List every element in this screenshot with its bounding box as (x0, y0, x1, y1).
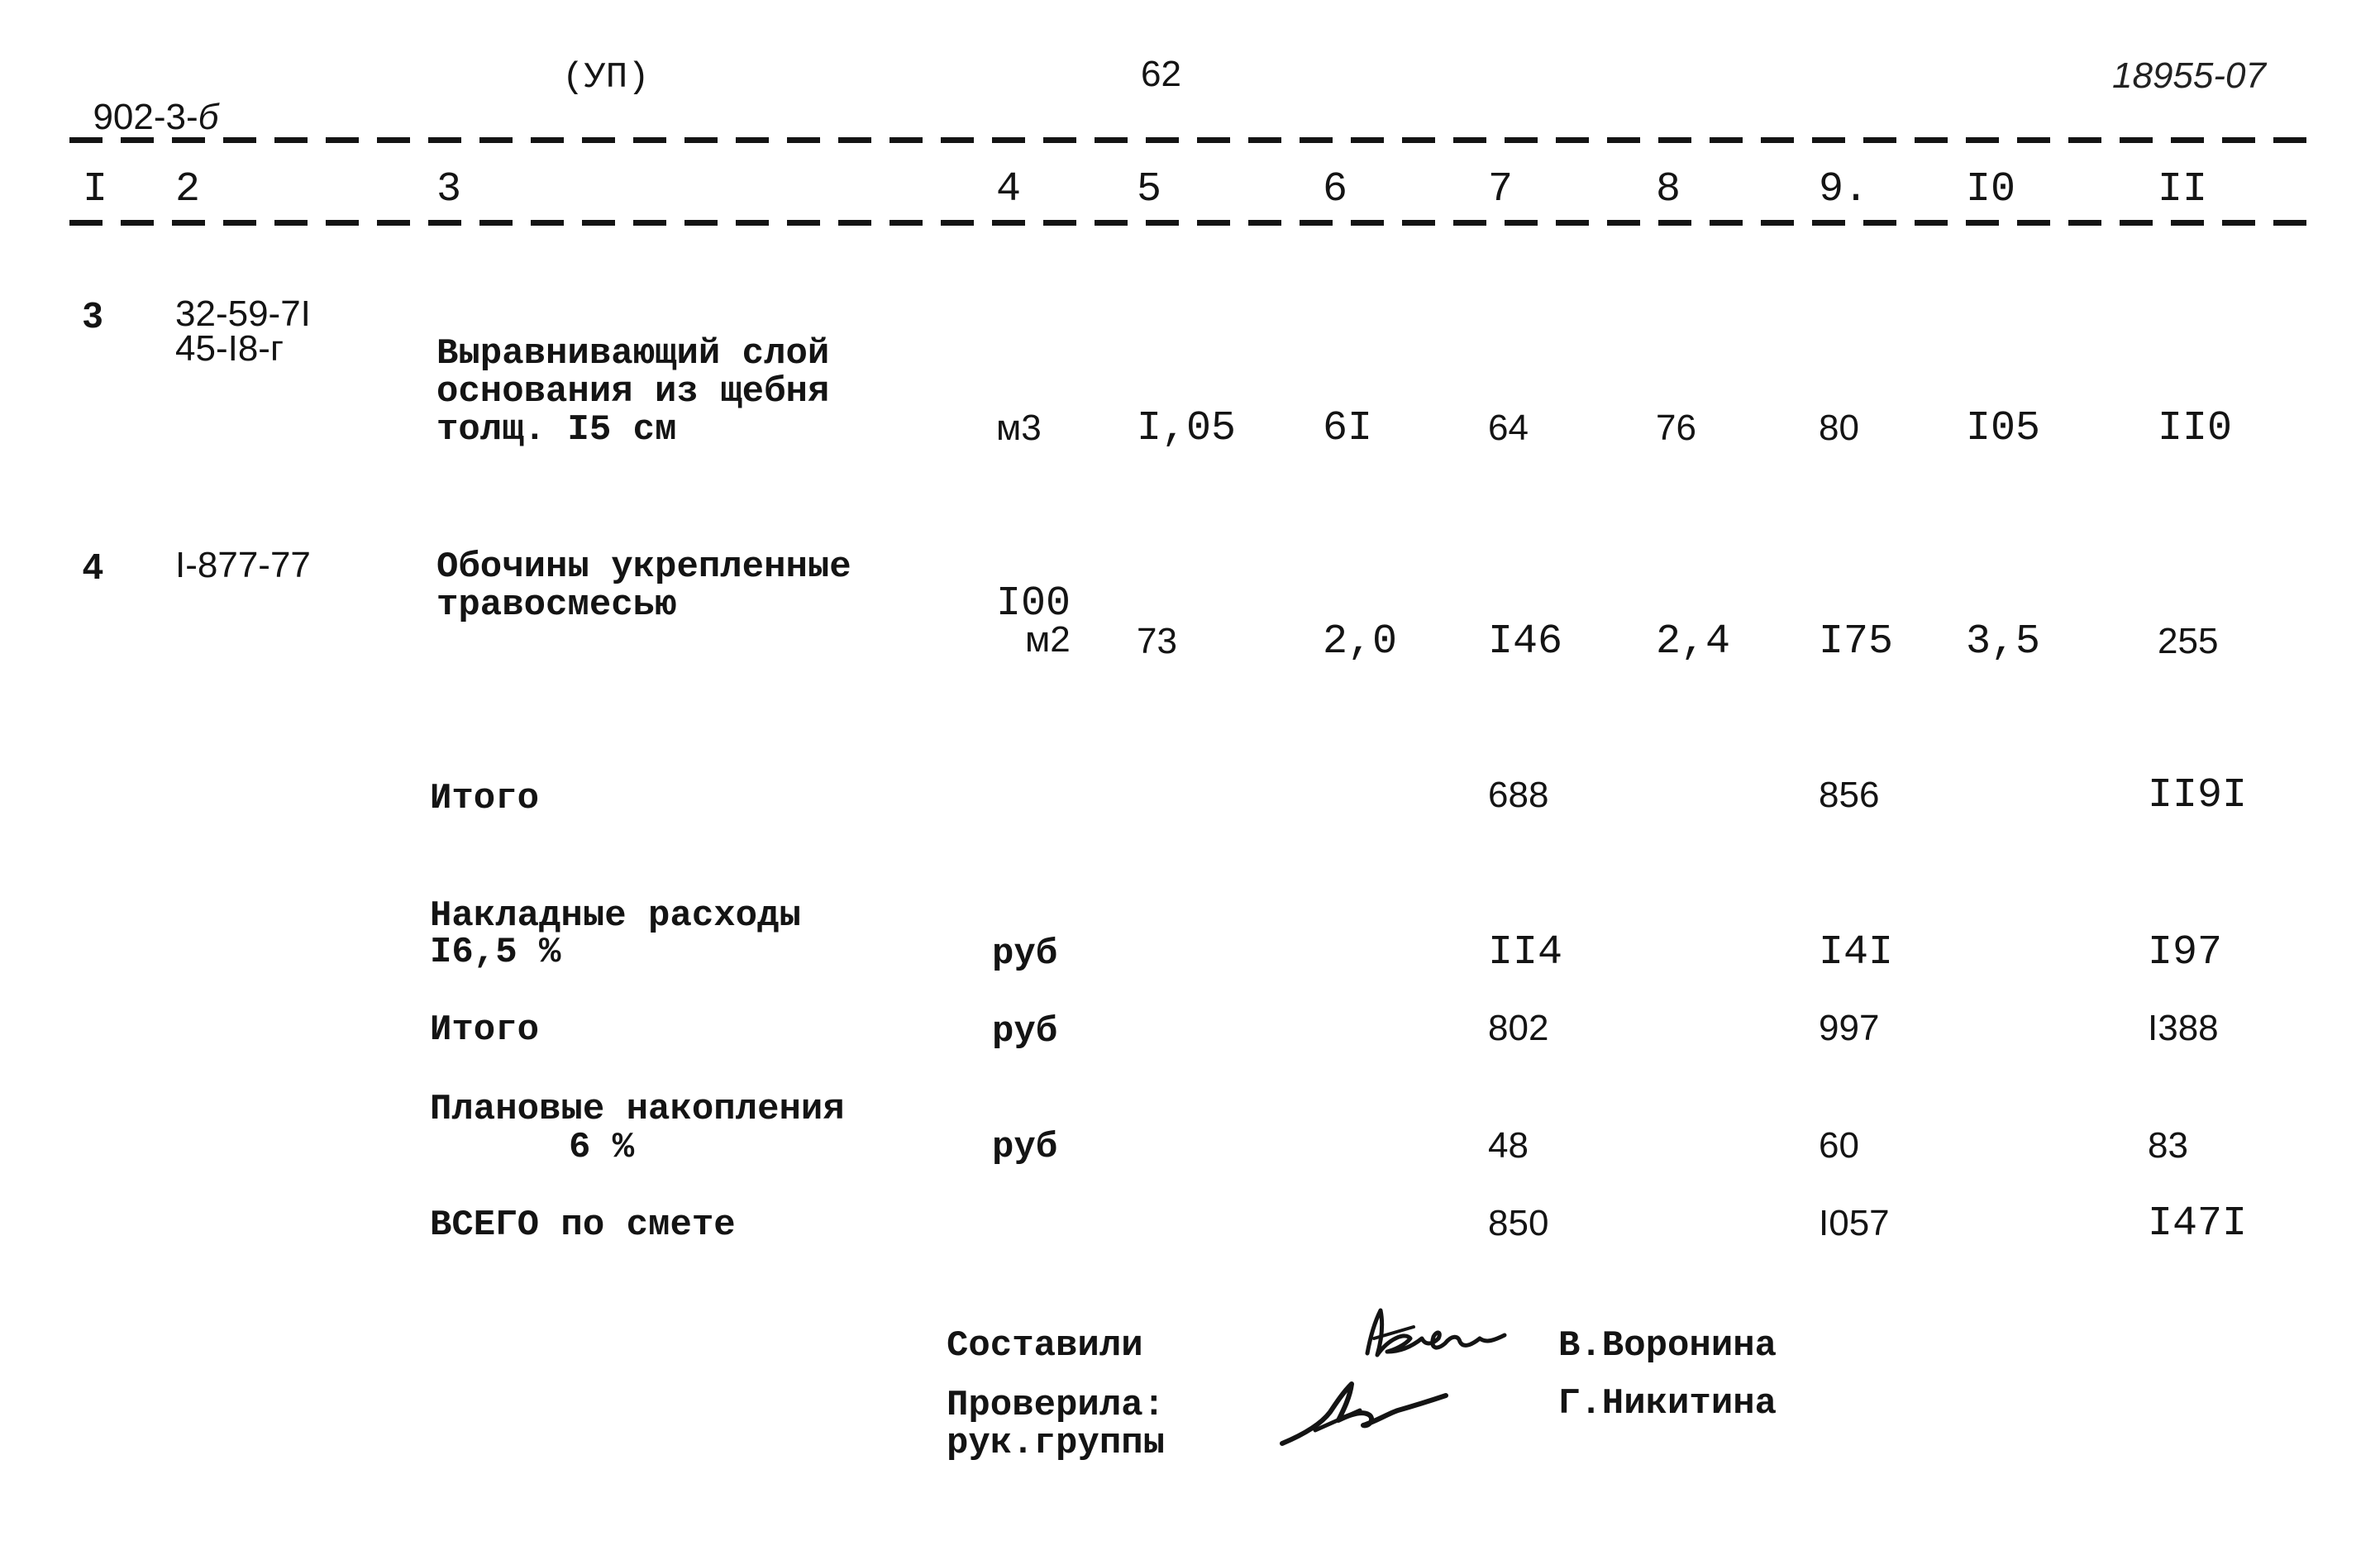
signature-nikitina (1277, 1372, 1459, 1455)
row-code-1: I-877-77 (175, 545, 311, 585)
row-name-line-2: основания из щебня (436, 371, 830, 413)
row-name-line-1: Выравнивающий слой (436, 333, 830, 375)
row-name-line-2: травосмесью (436, 584, 677, 626)
row-number: 3 (83, 295, 103, 336)
col-header-6: 6 (1323, 166, 1348, 213)
totals-col-11: 83 (2148, 1125, 2188, 1166)
row-unit: м3 (996, 408, 1042, 448)
series-number (73, 63, 218, 136)
row-code-2: 45-I8-г (175, 328, 284, 369)
totals-unit: руб (992, 1127, 1058, 1168)
row-col-8: 2,4 (1656, 618, 1731, 666)
col-header-8: 8 (1656, 166, 1681, 213)
top-dashed-rule (69, 137, 2318, 143)
totals-col-7: 802 (1488, 1008, 1549, 1048)
col-header-10: I0 (1966, 166, 2016, 213)
row-col-11: II0 (2158, 405, 2233, 452)
totals-col-7: 850 (1488, 1203, 1549, 1243)
col-header-4: 4 (996, 166, 1022, 213)
checked-label-line-2: рук.группы (947, 1423, 1166, 1464)
header-dashed-rule (69, 220, 2318, 226)
row-col-6: 2,0 (1323, 618, 1398, 666)
totals-label: Итого (430, 778, 540, 819)
series-number-text: 902-3- (93, 97, 198, 137)
col-header-11: II (2158, 166, 2208, 213)
totals-col-9: 60 (1819, 1125, 1859, 1166)
totals-col-11: I388 (2148, 1008, 2219, 1048)
row-name-line-1: Обочины укрепленные (436, 546, 851, 588)
totals-label-line-1: Накладные расходы (430, 895, 801, 937)
totals-label-line-2: I6,5 % (430, 932, 561, 973)
totals-col-7: 48 (1488, 1125, 1529, 1166)
col-header-5: 5 (1137, 166, 1162, 213)
col-header-3: 3 (436, 166, 462, 213)
checked-label-line-1: Проверила: (947, 1385, 1166, 1426)
totals-col-7: II4 (1488, 929, 1563, 976)
totals-label-line-2: 6 % (569, 1127, 635, 1168)
col-header-7: 7 (1488, 166, 1514, 213)
totals-col-11: II9I (2148, 772, 2248, 819)
totals-col-9: 997 (1819, 1008, 1880, 1048)
row-col-9: 80 (1819, 408, 1859, 448)
series-number-handwritten: б (198, 97, 219, 137)
col-header-9: 9. (1819, 166, 1869, 213)
row-col-5: 73 (1137, 621, 1177, 661)
totals-label: ВСЕГО по смете (430, 1205, 736, 1246)
document-number: 18955-07 (2112, 55, 2266, 96)
row-code-1: 32-59-7I (175, 293, 311, 334)
totals-unit: руб (992, 1011, 1058, 1052)
row-col-10: I05 (1966, 405, 2041, 452)
row-unit-line-2: м2 (1025, 619, 1071, 660)
row-unit-line-1: I00 (996, 580, 1071, 627)
totals-label: Итого (430, 1009, 540, 1051)
totals-col-11: I47I (2148, 1200, 2248, 1248)
row-col-9: I75 (1819, 618, 1894, 666)
totals-col-9: 856 (1819, 775, 1880, 815)
row-col-10: 3,5 (1966, 618, 2041, 666)
signature-voronina (1356, 1302, 1513, 1376)
row-col-11: 255 (2158, 621, 2219, 661)
checked-name: Г.Никитина (1558, 1383, 1777, 1424)
row-col-6: 6I (1323, 405, 1373, 452)
row-col-7: 64 (1488, 408, 1529, 448)
totals-label-line-1: Плановые накопления (430, 1089, 845, 1130)
row-col-8: 76 (1656, 408, 1696, 448)
col-header-2: 2 (175, 166, 201, 213)
row-col-5: I,05 (1137, 405, 1237, 452)
row-col-7: I46 (1488, 618, 1563, 666)
composed-name: В.Воронина (1558, 1325, 1777, 1367)
totals-col-9: I4I (1819, 929, 1894, 976)
composed-label: Составили (947, 1325, 1143, 1367)
row-number: 4 (83, 546, 103, 587)
totals-unit: руб (992, 933, 1058, 975)
totals-col-7: 688 (1488, 775, 1549, 815)
col-header-1: I (83, 166, 108, 213)
totals-col-11: I97 (2148, 929, 2223, 976)
document-code: (УП) (562, 57, 650, 98)
row-name-line-3: толщ. I5 см (436, 409, 677, 451)
page-number: 62 (1141, 54, 1181, 94)
totals-col-9: I057 (1819, 1203, 1890, 1243)
